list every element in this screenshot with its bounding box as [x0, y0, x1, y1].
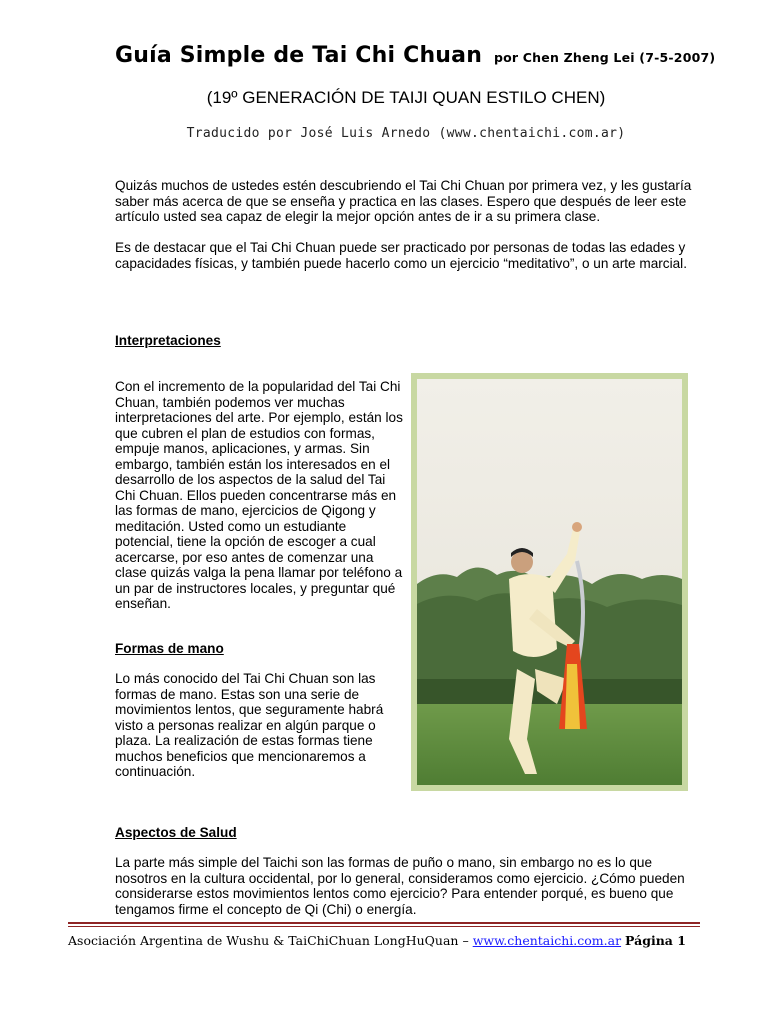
- footer-rule-thin: [68, 926, 700, 927]
- section-body-salud: La parte más simple del Taichi son las formas de puño o mano, sin embargo no es lo que nosotros en la cultura occidental, por lo general, consideramos como ejercicio. ¿Cómo pueden considerarse estos movimientos lentos como ejercicio? Para entender porqué, es bueno que tengamos firme el concepto de Qi (Chi) o energía.: [115, 855, 685, 917]
- section-body-interpretaciones: Con el incremento de la popularidad del Tai Chi Chuan, también podemos ver muchas interpretaciones del arte. Por ejemplo, están los que cubren el plan de estudios con formas, empuje manos, aplicaciones, y armas. Sin embargo, también están los interesados en el desarrollo de los aspectos de la salud del Tai Chi Chuan. Ellos pueden concentrarse más en las formas de mano, ejercicios de Qigong y meditación. Usted como un estudiante potencial, tiene la opción de escoger a cual acercarse, por eso antes de comenzar una clase quizás valga la pena llamar por teléfono a un par de instructores locales, y preguntar qué enseñan.: [115, 379, 403, 611]
- footer-rule-thick: [68, 922, 700, 924]
- section-heading-salud: Aspectos de Salud: [115, 825, 237, 840]
- title-text: Guía Simple de Tai Chi Chuan: [115, 43, 483, 68]
- intro-paragraph-2: Es de destacar que el Tai Chi Chuan puede ser practicado por personas de todas las edades y capacidades físicas, y también puede hacerlo como un ejercicio “meditativo”, o un arte marcial.: [115, 240, 687, 271]
- page-footer: [68, 933, 686, 948]
- section-heading-interpretaciones: Interpretaciones: [115, 333, 221, 348]
- footer-website-link[interactable]: www.chentaichi.com.ar: [472, 933, 622, 948]
- tai-chi-practitioner-photo: [417, 379, 682, 785]
- document-title: [115, 43, 715, 68]
- intro-paragraph-1: Quizás muchos de ustedes estén descubriendo el Tai Chi Chuan por primera vez, y les gustaría saber más acerca de que se enseña y practica en las clases. Espero que después de leer este artículo usted sea capaz de elegir la mejor opción antes de ir a su primera clase.: [115, 178, 692, 224]
- translator-credit: Traducido por José Luis Arnedo (www.chentaichi.com.ar): [186, 126, 626, 141]
- document-subtitle: (19º GENERACIÓN DE TAIJI QUAN ESTILO CHEN): [206, 88, 606, 107]
- section-body-formas: Lo más conocido del Tai Chi Chuan son las formas de mano. Estas son una serie de movimientos lentos, que seguramente habrá visto a personas realizar en algún parque o plaza. La realización de estas formas tiene muchos beneficios que mencionaremos a continuación.: [115, 671, 384, 779]
- footer-organization: Asociación Argentina de Wushu & TaiChiChuan LongHuQuan –: [68, 933, 469, 948]
- title-byline: por Chen Zheng Lei (7-5-2007): [493, 50, 716, 65]
- section-heading-formas: Formas de mano: [115, 641, 224, 656]
- footer-page-number: Página 1: [625, 933, 686, 948]
